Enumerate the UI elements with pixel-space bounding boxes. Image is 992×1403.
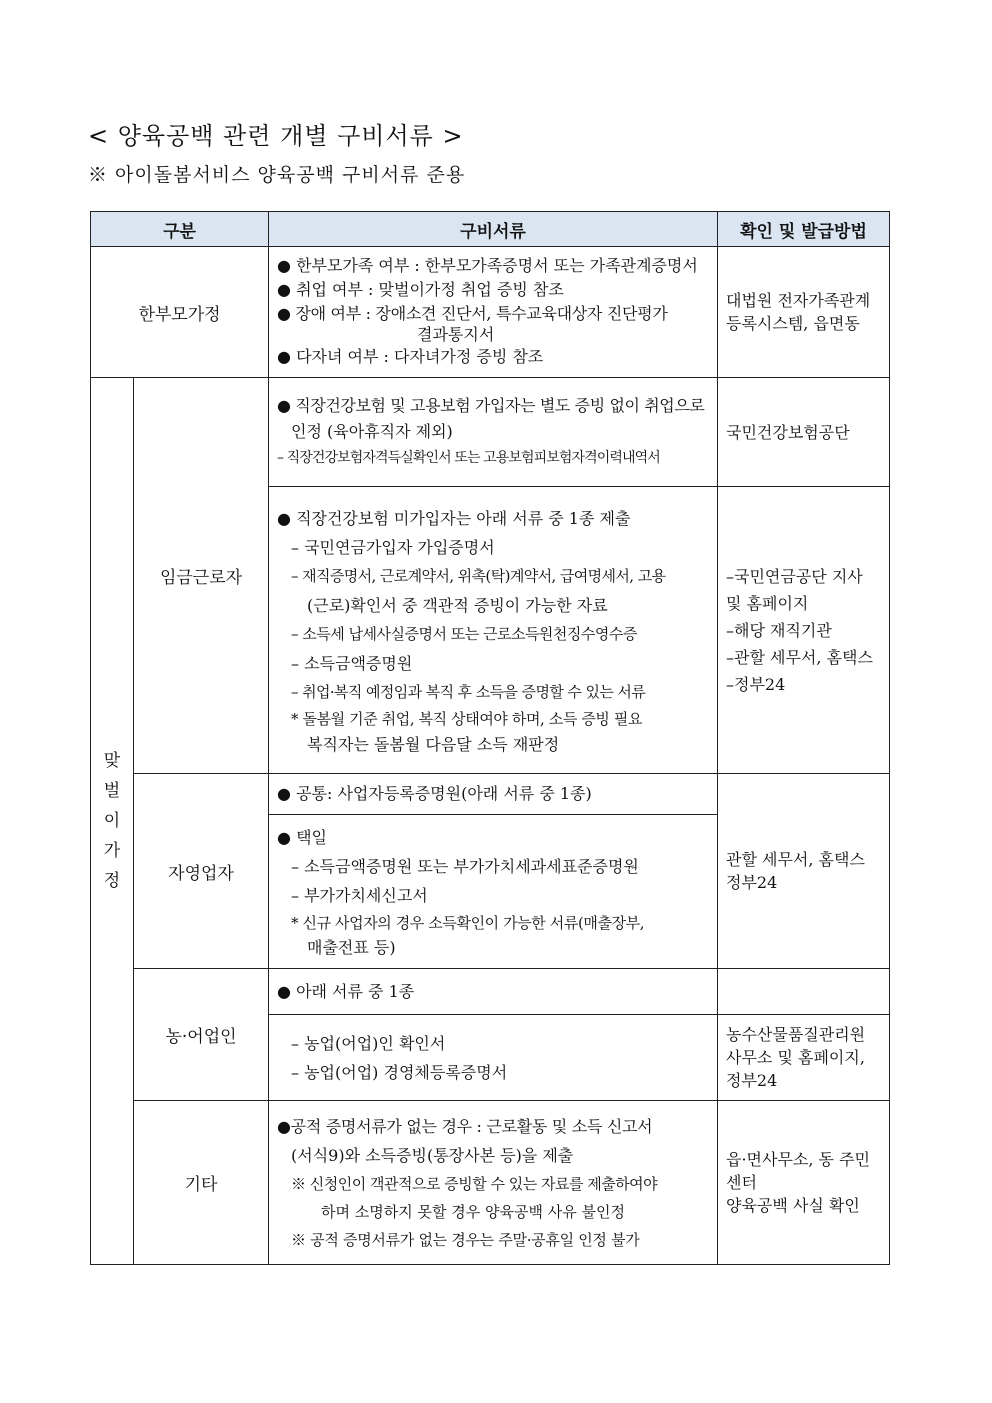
page-title: < 양육공백 관련 개별 구비서류 > <box>88 122 464 150</box>
self-employed-documents <box>269 815 718 969</box>
category-farmer: 농·어업인 <box>134 969 269 1101</box>
doc-line: – 소득금액증명원 <box>291 653 413 673</box>
other-documents <box>269 1101 718 1265</box>
method-line: 읍·면사무소, 동 주민 <box>726 1150 871 1169</box>
method-line: 양육공백 사실 확인 <box>726 1196 860 1215</box>
employee-documents-uninsured <box>269 487 718 774</box>
doc-line: 하며 소명하지 못할 경우 양육공백 사유 불인정 <box>321 1202 625 1221</box>
farmer-documents <box>269 1015 718 1101</box>
vertical-char: 벌 <box>103 781 121 801</box>
other-method <box>718 1101 890 1265</box>
vertical-char: 이 <box>103 811 121 831</box>
doc-line: * 신규 사업자의 경우 소득확인이 가능한 서류(매출장부, <box>291 914 645 932</box>
doc-line: 복직자는 돌봄월 다음달 소득 재판정 <box>307 734 560 754</box>
method-line: –관할 세무서, 홈택스 <box>726 647 873 667</box>
doc-line: ● 다자녀 여부 : 다자녀가정 증빙 참조 <box>277 347 544 366</box>
employee-method-insured <box>718 378 890 487</box>
single-parent-method <box>718 247 890 378</box>
table-row <box>91 378 890 487</box>
header-method: 확인 및 발급방법 <box>718 212 890 247</box>
doc-line: 결과통지서 <box>417 325 495 344</box>
method-line: 사무소 및 홈페이지, <box>726 1048 865 1067</box>
category-self-employed: 자영업자 <box>134 774 269 969</box>
doc-line: ● 아래 서류 중 1종 <box>277 981 415 1001</box>
doc-line: – 소득세 납세사실증명서 또는 근로소득원천징수영수증 <box>291 624 637 643</box>
category-single-parent: 한부모가정 <box>91 247 269 378</box>
employee-documents-insured <box>269 378 718 487</box>
method-line: 정부24 <box>726 873 778 892</box>
method-line: 대법원 전자가족관계 <box>726 291 871 310</box>
self-employed-method <box>718 774 890 969</box>
method-line: 관할 세무서, 홈택스 <box>726 850 865 869</box>
vertical-char: 정 <box>103 871 121 891</box>
farmer-method <box>718 1015 890 1101</box>
self-employed-common <box>269 774 718 815</box>
doc-line: ● 직장건강보험 미가입자는 아래 서류 중 1종 제출 <box>277 508 631 528</box>
header-category: 구분 <box>91 212 269 247</box>
table-row <box>91 969 890 1015</box>
doc-line: – 농업(어업)인 확인서 <box>291 1033 446 1053</box>
doc-line: 인정 (육아휴직자 제외) <box>291 422 453 441</box>
doc-line: ※ 신청인이 객관적으로 증빙할 수 있는 자료를 제출하여야 <box>291 1174 658 1193</box>
method-line: –해당 재직기관 <box>726 620 832 640</box>
table-row <box>91 1101 890 1265</box>
category-employee: 임금근로자 <box>134 378 269 774</box>
vertical-char: 맞 <box>103 751 121 771</box>
table-row <box>91 774 890 815</box>
doc-line: ● 공통: 사업자등록증명원(아래 서류 중 1종) <box>277 784 592 803</box>
table-row <box>91 247 890 378</box>
doc-line: (서식9)와 소득증빙(통장사본 등)을 제출 <box>291 1145 574 1165</box>
doc-line: ● 직장건강보험 및 고용보험 가입자는 별도 증빙 없이 취업으로 <box>277 396 705 415</box>
doc-line: – 부가가치세신고서 <box>291 886 428 905</box>
farmer-method-empty <box>718 969 890 1015</box>
doc-line: (근로)확인서 중 객관적 증빙이 가능한 자료 <box>307 595 608 615</box>
page-subtitle: ※ 아이돌봄서비스 양육공백 구비서류 준용 <box>88 164 466 186</box>
method-line: 센터 <box>726 1173 757 1192</box>
doc-line: ● 장애 여부 : 장애소견 진단서, 특수교육대상자 진단평가 <box>277 304 668 323</box>
doc-line: – 농업(어업) 경영체등록증명서 <box>291 1062 508 1082</box>
farmer-top <box>269 969 718 1015</box>
doc-line: ● 택일 <box>277 828 327 847</box>
doc-line: 매출전표 등) <box>307 938 396 957</box>
method-line: 정부24 <box>726 1071 778 1090</box>
doc-line: * 돌봄월 기준 취업, 복직 상태여야 하며, 소득 증빙 필요 <box>291 709 643 728</box>
doc-line: ● 한부모가족 여부 : 한부모가족증명서 또는 가족관계증명서 <box>277 256 698 275</box>
doc-line: ※ 공적 증명서류가 없는 경우는 주말·공휴일 인정 불가 <box>291 1230 640 1249</box>
method-line: 국민건강보험공단 <box>726 422 850 442</box>
doc-line: ●공적 증명서류가 없는 경우 : 근로활동 및 소득 신고서 <box>277 1116 653 1136</box>
doc-line: – 재직증명서, 근로계약서, 위촉(탁)계약서, 급여명세서, 고용 <box>291 566 666 585</box>
employee-method-uninsured <box>718 487 890 774</box>
method-line: 등록시스템, 읍면동 <box>726 314 860 333</box>
method-line: 농수산물품질관리원 <box>726 1025 866 1044</box>
doc-line: – 국민연금가입자 가입증명서 <box>291 537 495 557</box>
doc-line: – 취업·복직 예정임과 복직 후 소득을 증명할 수 있는 서류 <box>291 682 646 701</box>
category-other: 기타 <box>134 1101 269 1265</box>
method-line: 및 홈페이지 <box>726 593 809 613</box>
single-parent-documents <box>269 247 718 378</box>
method-line: –국민연금공단 지사 <box>726 566 863 586</box>
category-dual-income <box>91 378 134 1265</box>
method-line: –정부24 <box>726 674 786 694</box>
doc-line: – 소득금액증명원 또는 부가가치세과세표준증명원 <box>291 857 639 876</box>
header-documents: 구비서류 <box>269 212 718 247</box>
documents-table <box>90 211 890 1265</box>
table-header-row <box>91 212 890 247</box>
doc-line: – 직장건강보험자격득실확인서 또는 고용보험피보험자격이력내역서 <box>277 450 660 466</box>
doc-line: ● 취업 여부 : 맞벌이가정 취업 증빙 참조 <box>277 280 564 299</box>
vertical-char: 가 <box>103 841 121 861</box>
